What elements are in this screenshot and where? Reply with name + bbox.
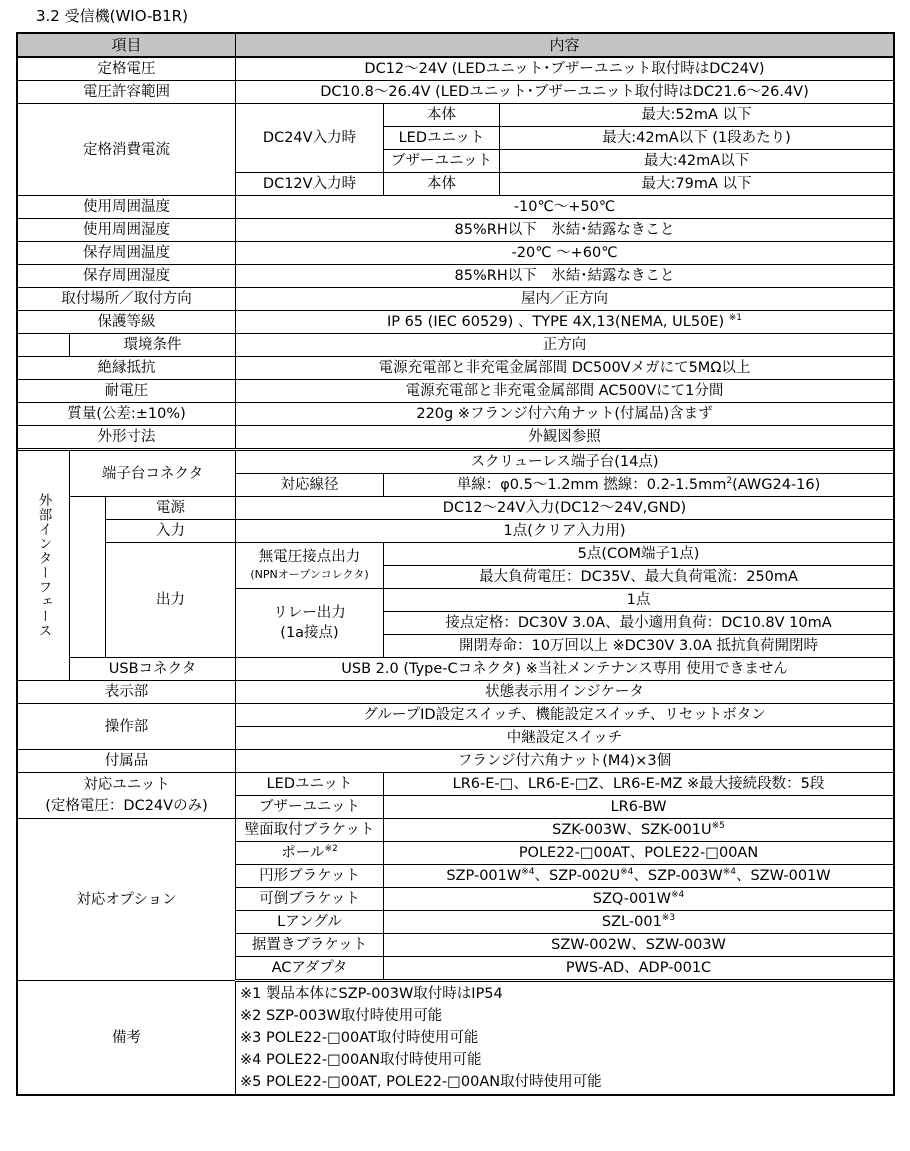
protection-value: IP 65 (IEC 60529) 、TYPE 4X,13(NEMA, UL50E) (386, 314, 725, 330)
row-label: 使用周囲温度 (18, 196, 236, 219)
header-item: 項目 (18, 34, 236, 58)
wire-sup: 2 (726, 476, 733, 487)
row-value: LR6-BW (384, 796, 894, 819)
row-value (384, 819, 894, 842)
round-v1: SZP-001W (446, 868, 522, 884)
units-label (18, 773, 236, 819)
angle-value: SZL-001 (601, 914, 662, 930)
option-label: ブザーユニット (236, 796, 384, 819)
note-mark: ※2 (324, 844, 338, 855)
current-led-label: LEDユニット (384, 127, 500, 150)
wire-value: 単線：φ0.5～1.2mm 撚線：0.2-1.5mm (456, 477, 727, 493)
row-value: 電源充電部と非充電金属部間 DC500Vメガにて5MΩ以上 (236, 357, 894, 380)
row-value: 220g ※フランジ付六角ナット(付属品)含まず (236, 403, 894, 426)
note-mark: ※4 (521, 867, 535, 878)
row-value: 1点 (384, 589, 894, 612)
row-label: 保存周囲湿度 (18, 265, 236, 288)
row-label: 入力 (106, 520, 236, 543)
row-label: 端子台コネクタ (70, 450, 236, 497)
row-value: 屋内／正方向 (236, 288, 894, 311)
row-value: 状態表示用インジケータ (236, 681, 894, 704)
option-label: 円形ブラケット (236, 865, 384, 888)
remarks-label: 備考 (18, 981, 236, 1095)
row-value: POLE22-□00AT、POLE22-□00AN (384, 842, 894, 865)
row-value: -20℃ ～+60℃ (236, 242, 894, 265)
section-title: 3.2 受信機(WIO-B1R) (36, 7, 188, 25)
row-label: 環境条件 (70, 334, 236, 357)
row-value (384, 865, 894, 888)
interface-group-label: 外部インターフェース (18, 450, 70, 681)
row-value: 最大負荷電圧：DC35V、最大負荷電流：250mA (384, 566, 894, 589)
note-mark: ※1 (728, 313, 743, 324)
remarks-notes (236, 981, 894, 1095)
row-value: 最大:42mA以下 (1段あたり) (500, 127, 894, 150)
round-v3: 、SZP-003W (633, 868, 723, 884)
indent-cell (70, 497, 106, 658)
row-value: 85%RH以下 氷結･結露なきこと (236, 219, 894, 242)
row-label: 定格消費電流 (18, 104, 236, 196)
option-label: 可倒ブラケット (236, 888, 384, 911)
row-label: 使用周囲湿度 (18, 219, 236, 242)
option-label: Lアングル (236, 911, 384, 934)
row-value: スクリューレス端子台(14点) (236, 450, 894, 474)
option-label (236, 842, 384, 865)
row-label: 電源 (106, 497, 236, 520)
npn-label (236, 543, 384, 589)
row-value: 電源充電部と非充電金属部間 AC500Vにて1分間 (236, 380, 894, 403)
relay-label-sub: (1a接点) (280, 625, 339, 641)
row-value: 最大:52mA 以下 (500, 104, 894, 127)
row-value: 最大:42mA以下 (500, 150, 894, 173)
row-value (384, 474, 894, 497)
npn-label-sub: (NPNオープンコレクタ) (250, 567, 369, 581)
indent-cell (18, 334, 70, 357)
wire-awg: (AWG24-16) (732, 477, 821, 493)
row-label: 外形寸法 (18, 426, 236, 450)
row-value: 正方向 (236, 334, 894, 357)
row-value: DC10.8～26.4V (LEDユニット･ブザーユニット取付時はDC21.6～26.4V) (236, 81, 894, 104)
row-value: 開閉寿命：10万回以上 ※DC30V 3.0A 抵抗負荷開閉時 (384, 635, 894, 658)
current-dc24-label: DC24V入力時 (236, 104, 384, 173)
row-label: 絶縁抵抗 (18, 357, 236, 380)
current-dc12-label: DC12V入力時 (236, 173, 384, 196)
npn-label-main: 無電圧接点出力 (258, 548, 361, 565)
row-label: 対応オプション (18, 819, 236, 981)
option-label: LEDユニット (236, 773, 384, 796)
row-value: PWS-AD、ADP-001C (384, 957, 894, 981)
current-body-label: 本体 (384, 104, 500, 127)
row-label: 取付場所／取付方向 (18, 288, 236, 311)
pole-label: ポール (281, 845, 325, 861)
note-mark: ※5 (711, 821, 725, 832)
row-value: 外観図参照 (236, 426, 894, 450)
units-label-sub: (定格電圧：DC24Vのみ) (45, 797, 208, 814)
row-value: DC12～24V入力(DC12～24V,GND) (236, 497, 894, 520)
row-label: 出力 (106, 543, 236, 658)
row-value: 1点(クリア入力用) (236, 520, 894, 543)
row-label: 耐電圧 (18, 380, 236, 403)
option-label: 据置きブラケット (236, 934, 384, 957)
current-buzzer-label: ブザーユニット (384, 150, 500, 173)
relay-label (236, 589, 384, 658)
wire-label: 対応線径 (236, 474, 384, 497)
row-value: 5点(COM端子1点) (384, 543, 894, 566)
row-value: -10℃～+50℃ (236, 196, 894, 219)
round-v4: 、SZW-001W (735, 868, 831, 884)
current-body12-label: 本体 (384, 173, 500, 196)
round-v2: 、SZP-002U (534, 868, 621, 884)
header-content: 内容 (236, 34, 894, 58)
option-label: 壁面取付ブラケット (236, 819, 384, 842)
row-value (236, 311, 894, 334)
row-label: 電圧許容範囲 (18, 81, 236, 104)
option-label: ACアダプタ (236, 957, 384, 981)
row-value: 接点定格：DC30V 3.0A、最小適用負荷：DC10.8V 10mA (384, 612, 894, 635)
note-mark: ※4 (670, 890, 685, 901)
row-label: 保護等級 (18, 311, 236, 334)
row-label: 表示部 (18, 681, 236, 704)
row-label: 質量(公差:±10%) (18, 403, 236, 426)
note-line: ※1 製品本体にSZP-003W取付時はIP54 (240, 986, 503, 1002)
wall-value: SZK-003W、SZK-001U (552, 822, 712, 838)
row-value: フランジ付六角ナット(M4)×3個 (236, 750, 894, 773)
row-label: 定格電圧 (18, 57, 236, 81)
row-value: LR6-E-□、LR6-E-□Z、LR6-E-MZ ※最大接続段数：5段 (384, 773, 894, 796)
row-value: SZW-002W、SZW-003W (384, 934, 894, 957)
row-value: 85%RH以下 氷結･結露なきこと (236, 265, 894, 288)
units-label-main: 対応ユニット (83, 776, 170, 793)
note-line: ※3 POLE22-□00AT取付時使用可能 (240, 1030, 479, 1046)
note-line: ※4 POLE22-□00AN取付時使用可能 (240, 1052, 482, 1068)
spec-table (17, 33, 894, 1095)
note-line: ※2 SZP-003W取付時使用可能 (240, 1008, 443, 1024)
note-mark: ※4 (722, 867, 736, 878)
row-label: 保存周囲温度 (18, 242, 236, 265)
tilt-value: SZQ-001W (592, 891, 671, 907)
note-mark: ※4 (620, 867, 634, 878)
row-label: 操作部 (18, 704, 236, 750)
row-value: 中継設定スイッチ (236, 727, 894, 750)
row-label: USBコネクタ (70, 658, 236, 681)
note-line: ※5 POLE22-□00AT, POLE22-□00AN取付時使用可能 (240, 1074, 602, 1090)
row-label: 付属品 (18, 750, 236, 773)
row-value: USB 2.0 (Type-Cコネクタ) ※当社メンテナンス専用 使用できません (236, 658, 894, 681)
row-value: グループID設定スイッチ、機能設定スイッチ、リセットボタン (236, 704, 894, 727)
row-value: 最大:79mA 以下 (500, 173, 894, 196)
note-mark: ※3 (661, 913, 676, 924)
row-value: DC12～24V (LEDユニット･ブザーユニット取付時はDC24V) (236, 57, 894, 81)
row-value (384, 888, 894, 911)
relay-label-main: リレー出力 (273, 605, 346, 621)
row-value (384, 911, 894, 934)
